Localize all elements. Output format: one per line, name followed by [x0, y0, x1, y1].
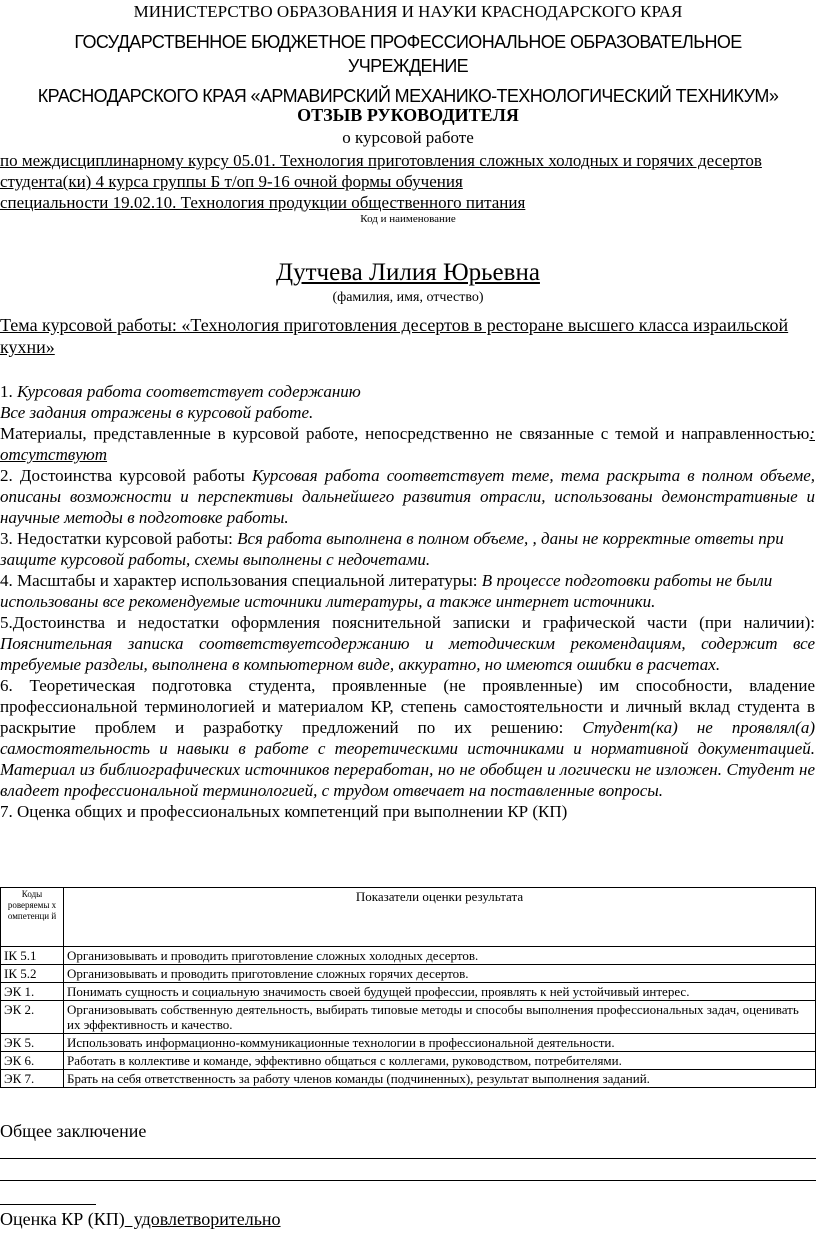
section-1-number: 1.: [0, 382, 17, 401]
section-6-value: Студент(ка) не проявлял(а) самостоятельность и навыки в работе с теоретическими источниками и нормативной документацией. Материал из библиографических источников переработан, но не обобщен и логически не изложен. Студент не владеет профессиональной терминологией, с трудом отвечает на поставленные вопросы.: [0, 718, 815, 800]
institution-line-3: КРАСНОДАРСКОГО КРАЯ «АРМАВИРСКИЙ МЕХАНИКО-ТЕХНОЛОГИЧЕСКИЙ ТЕХНИКУМ»: [37, 86, 779, 106]
specialty-line: специальности 19.02.10. Технология продукции общественного питания: [0, 193, 526, 212]
institution-line-2: УЧРЕЖДЕНИЕ: [347, 56, 469, 76]
table-row: [1, 947, 816, 965]
section-1-tasks: Все задания отражены в курсовой работе.: [0, 403, 314, 422]
section-1-text: Курсовая работа соответствует содержанию: [17, 382, 361, 401]
competence-code: ЭК 6.: [1, 1052, 64, 1070]
competence-text: Понимать сущность и социальную значимость своей будущей профессии, проявлять к ней устойчивый интерес.: [64, 983, 816, 1001]
institution-line-1: ГОСУДАРСТВЕННОЕ БЮДЖЕТНОЕ ПРОФЕССИОНАЛЬНОЕ ОБРАЗОВАТЕЛЬНОЕ: [74, 32, 742, 52]
section-7-label: 7. Оценка общих и профессиональных компетенций при выполнении КР (КП): [0, 802, 568, 821]
ministry-line: МИНИСТЕРСТВО ОБРАЗОВАНИЯ И НАУКИ КРАСНОДАРСКОГО КРАЯ: [133, 2, 683, 21]
info-block: [0, 150, 810, 225]
competence-text: Организовывать собственную деятельность, выбирать типовые методы и способы выполнения профессиональных задач, оценивать их эффективность и качество.: [64, 1001, 816, 1034]
document-subtitle: о курсовой работе: [342, 128, 474, 147]
section-1-materials-value: : отсутствуют: [0, 424, 815, 464]
section-1-materials-label: Материалы, представленные в курсовой работе, непосредственно не связанные с темой и направленностью: [0, 424, 810, 443]
student-name: Дутчева Лилия Юрьевна: [276, 259, 540, 286]
competence-code: ЭК 2.: [1, 1001, 64, 1034]
grade-value: удовлетворительно: [124, 1209, 281, 1229]
document-header: [0, 0, 816, 108]
section-2-label: 2. Достоинства курсовой работы: [0, 466, 252, 485]
conclusion-line-3: [0, 1204, 96, 1205]
section-3-value: Вся работа выполнена в полном объеме, , даны не корректные ответы при защите курсовой работы, схемы выполнены с недочетами.: [0, 529, 784, 569]
table-row: [1, 965, 816, 983]
conclusion-line-2: [0, 1180, 816, 1181]
section-4-value: В процессе подготовки работы не были использованы все рекомендуемые источники литературы, а также интернет источники.: [0, 571, 773, 611]
table-row: [1, 1034, 816, 1052]
section-5-label: 5.Достоинства и недостатки оформления пояснительной записки и графической части (при наличии):: [0, 613, 815, 632]
course-line: по междисциплинарному курсу 05.01. Технология приготовления сложных холодных и горячих десертов: [0, 151, 762, 170]
competence-code: ІК 5.1: [1, 947, 64, 965]
table-row: [1, 1070, 816, 1088]
competence-table: [0, 887, 816, 1088]
name-caption: (фамилия, имя, отчество): [332, 290, 484, 305]
document-title: ОТЗЫВ РУКОВОДИТЕЛЯ: [297, 105, 519, 125]
grade-line: [0, 1208, 281, 1230]
table-head-indicators: Показатели оценки результата: [64, 888, 816, 947]
grade-label: Оценка КР (КП): [0, 1209, 125, 1229]
table-head-codes: Коды роверяемы х омпетенци й: [1, 888, 64, 947]
competence-code: ЭК 7.: [1, 1070, 64, 1088]
table-row: [1, 983, 816, 1001]
section-3-label: 3. Недостатки курсовой работы:: [0, 529, 238, 548]
section-5-value: Пояснительная записка соответствуетсодержанию и методическим рекомендациям, содержит все требуемые разделы, выполнена в компьютерном виде, аккуратно, но имеются ошибки в расчетах.: [0, 634, 815, 674]
competence-text: Брать на себя ответственность за работу членов команды (подчиненных), результат выполнения заданий.: [64, 1070, 816, 1088]
section-4-label: 4. Масштабы и характер использования специальной литературы:: [0, 571, 482, 590]
competence-text: Использовать информационно-коммуникационные технологии в профессиональной деятельности.: [64, 1034, 816, 1052]
table-row: [1, 1001, 816, 1034]
review-body: [0, 381, 815, 822]
competence-code: ЭК 1.: [1, 983, 64, 1001]
section-2-value: Курсовая работа соответствует теме, тема раскрыта в полном объеме, описаны возможности и перспективы дальнейшего развития отрасли, использованы демонстративные и научные методы в подготовке работы.: [0, 466, 816, 527]
competence-text: Организовывать и проводить приготовление сложных горячих десертов.: [64, 965, 816, 983]
conclusion-line-1: [0, 1158, 816, 1159]
table-header-row: [1, 888, 816, 947]
table-row: [1, 1052, 816, 1070]
competence-text: Работать в коллективе и команде, эффективно общаться с коллегами, руководством, потребителями.: [64, 1052, 816, 1070]
section-6-label: 6. Теоретическая подготовка студента, проявленные (не проявленные) им способности, владение профессиональной терминологией и материалом КР, степень самостоятельности и личный вклад студента в раскрытие проблем и разработку предложений по их решению:: [0, 676, 815, 737]
competence-code: ЭК 5.: [1, 1034, 64, 1052]
competence-code: ІК 5.2: [1, 965, 64, 983]
code-caption: Код и наименование: [360, 213, 456, 225]
course-theme: Тема курсовой работы: «Технология приготовления десертов в ресторане высшего класса израильской кухни»: [0, 315, 789, 357]
conclusion-label: Общее заключение: [0, 1121, 147, 1141]
competence-text: Организовывать и проводить приготовление сложных холодных десертов.: [64, 947, 816, 965]
student-line: студента(ки) 4 курса группы Б т/оп 9-16 очной формы обучения: [0, 172, 463, 191]
